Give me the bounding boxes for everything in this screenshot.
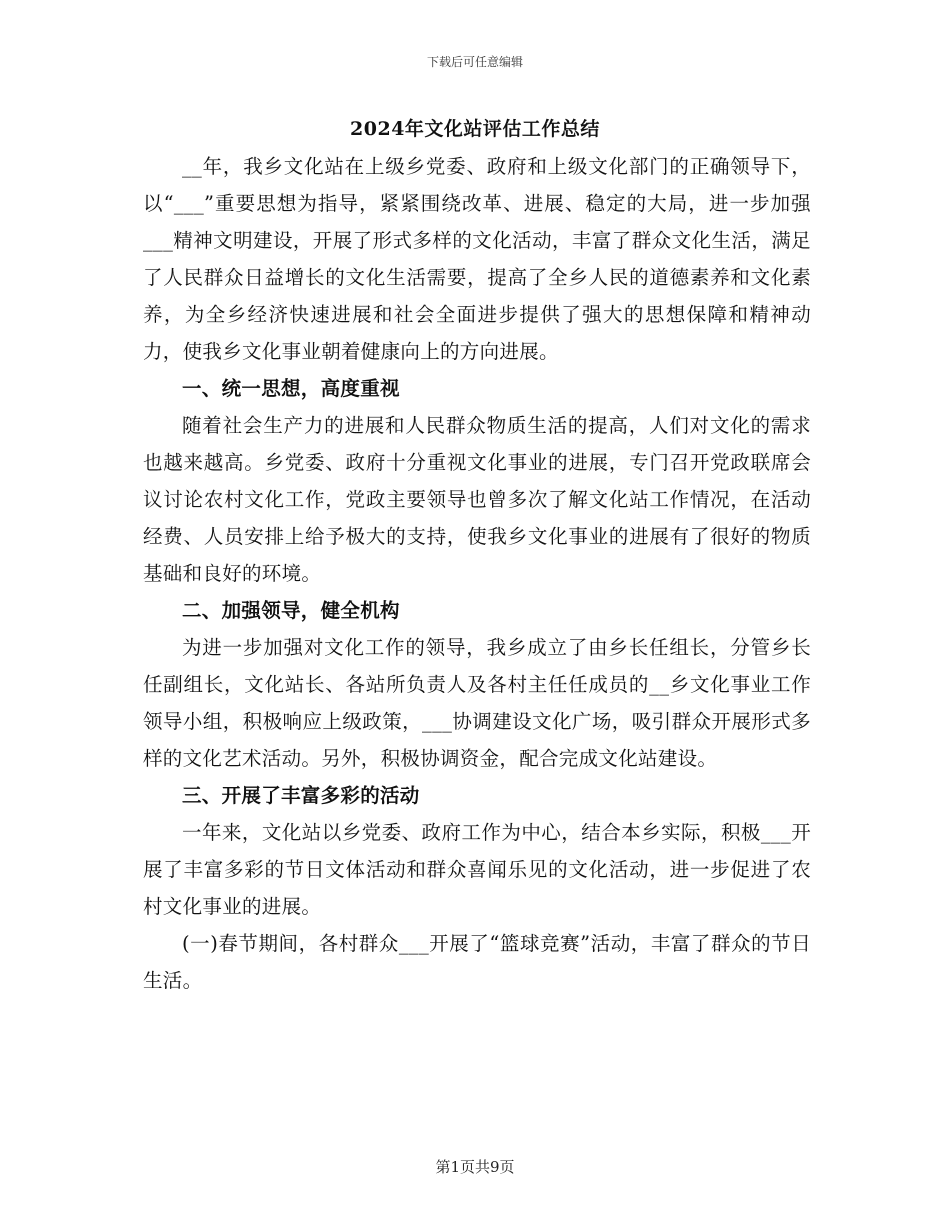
- section-2-paragraph: 为进一步加强对文化工作的领导，我乡成立了由乡长任组长，分管乡长任副组长，文化站长、各站所负责人及各村主任任成员的__乡文化事业工作领导小组，积极响应上级政策，___协调建设文化广场，吸引群众开展形式多样的文化艺术活动。另外，积极协调资金，配合完成文化站建设。: [143, 636, 811, 770]
- section-3-heading: 三、开展了丰富多彩的活动: [182, 784, 420, 807]
- document-body: [143, 148, 811, 999]
- document-title: 2024年文化站评估工作总结: [350, 118, 600, 140]
- section-2-heading: 二、加强领导，健全机构: [182, 599, 400, 622]
- intro-paragraph: __年，我乡文化站在上级乡党委、政府和上级文化部门的正确领导下，以“___”重要思想为指导，紧紧围绕改革、进展、稳定的大局，进一步加强___精神文明建设，开展了形式多样的文化活动，丰富了群众文化生活，满足了人民群众日益增长的文化生活需要，提高了全乡人民的道德素养和文化素养，为全乡经济快速进展和社会全面进步提供了强大的思想保障和精神动力，使我乡文化事业朝着健康向上的方向进展。: [143, 155, 811, 363]
- section-1-heading: 一、统一思想，高度重视: [182, 377, 400, 400]
- section-1-paragraph: 随着社会生产力的进展和人民群众物质生活的提高，人们对文化的需求也越来越高。乡党委、政府十分重视文化事业的进展，专门召开党政联席会议讨论农村文化工作，党政主要领导也曾多次了解文化站工作情况，在活动经费、人员安排上给予极大的支持，使我乡文化事业的进展有了很好的物质基础和良好的环境。: [143, 414, 811, 585]
- page-number: 第1页共9页: [435, 1158, 515, 1176]
- header-note: 下载后可任意编辑: [426, 55, 523, 69]
- section-3-subitem-1: (一)春节期间，各村群众___开展了“篮球竞赛”活动，丰富了群众的节日生活。: [143, 932, 811, 992]
- section-3-paragraph: 一年来，文化站以乡党委、政府工作为中心，结合本乡实际，积极___开展了丰富多彩的节日文体活动和群众喜闻乐见的文化活动，进一步促进了农村文化事业的进展。: [143, 821, 811, 918]
